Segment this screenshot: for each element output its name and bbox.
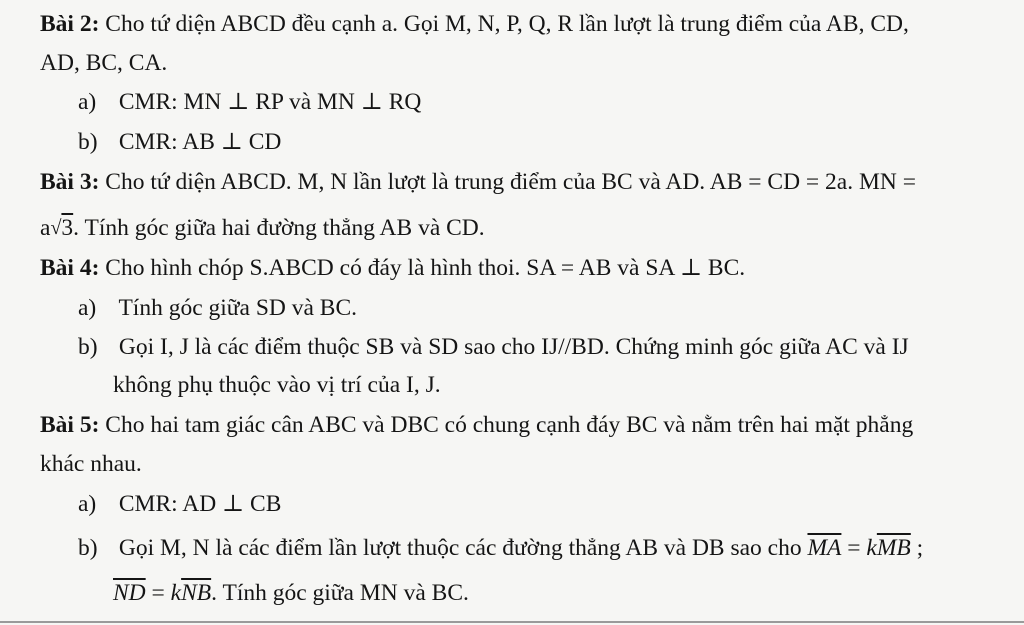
bai5-b-label: b) [78,535,98,561]
vector-NB: $\overline{NB}$ [181,580,212,606]
bai4-item-b-line2 [0,365,1024,405]
semicolon: ; [910,535,924,561]
bai4-b-label: b) [78,334,98,360]
bai3-line1 [0,162,1024,202]
bai5-item-a [0,484,1024,524]
k2: k [170,580,182,606]
bai3-line2 [0,208,1024,248]
bai4-a-label: a) [78,295,97,321]
bai4-b-text2: không phụ thuộc vào vị trí của I, J. [113,372,441,398]
sqrt-radicand: 3 [61,215,74,241]
bai3-label: Bài 3: [40,169,100,195]
bai2-item-a [0,82,1024,122]
bai5-line2 [0,444,1024,484]
bai2-line2 [0,43,1024,83]
bai2-line1 [0,4,1024,44]
bai2-a-label: a) [78,89,97,115]
bai4-text1: Cho hình chóp S.ABCD có đáy là hình thoi. SA = AB và SA ⊥ BC. [105,255,746,281]
bai5-item-b [0,528,1024,568]
eq1: = [841,535,867,561]
bai2-item-b [0,122,1024,162]
vector-MB: $\overline{MB}$ [876,535,911,561]
bai3-text2: . Tính góc giữa hai đường thẳng AB và CD. [73,215,485,241]
vector-ND: $\overline{ND}$ [113,580,146,606]
bai3-text1: Cho tứ diện ABCD. M, N lần lượt là trung điểm của BC và AD. AB = CD = 2a. MN = [105,169,916,195]
bai3-coef: a [40,215,51,241]
bai2-b-text: CMR: AB ⊥ CD [118,129,282,155]
bai4-b-text1: Gọi I, J là các điểm thuộc SB và SD sao cho IJ//BD. Chứng minh góc giữa AC và IJ [118,334,909,360]
bai2-a-text: CMR: MN ⊥ RP và MN ⊥ RQ [118,89,422,115]
bai5-a-label: a) [78,491,97,517]
bai4-item-b [0,327,1024,367]
bottom-rule [0,621,1024,623]
k1: k [866,535,877,561]
bai5-b-text2: . Tính góc giữa MN và BC. [211,580,469,606]
bai2-text2: AD, BC, CA. [40,50,168,76]
eq2: = [145,580,171,606]
vector-MA: $\overline{MA}$ [807,535,842,561]
bai5-text1: Cho hai tam giác cân ABC và DBC có chung cạnh đáy BC và nằm trên hai mặt phẳng [105,412,914,438]
bai4-line1 [0,248,1024,288]
bai2-b-label: b) [78,129,98,155]
bai5-a-text: CMR: AD ⊥ CB [118,491,282,517]
bai5-b-text1: Gọi M, N là các điểm lần lượt thuộc các đường thẳng AB và DB sao cho [118,535,802,561]
bai4-a-text: Tính góc giữa SD và BC. [118,295,358,321]
bai2-label: Bài 2: [40,11,100,37]
bai5-label: Bài 5: [40,412,100,438]
bai2-text1: Cho tứ diện ABCD đều cạnh a. Gọi M, N, P, Q, R lần lượt là trung điểm của AB, CD, [105,11,909,37]
sqrt-sign: √ [50,217,62,239]
bai4-item-a [0,288,1024,328]
bai4-label: Bài 4: [40,255,100,281]
bai5-text2: khác nhau. [40,451,142,477]
bai5-item-b-line2 [0,573,1024,613]
bai5-line1 [0,405,1024,445]
